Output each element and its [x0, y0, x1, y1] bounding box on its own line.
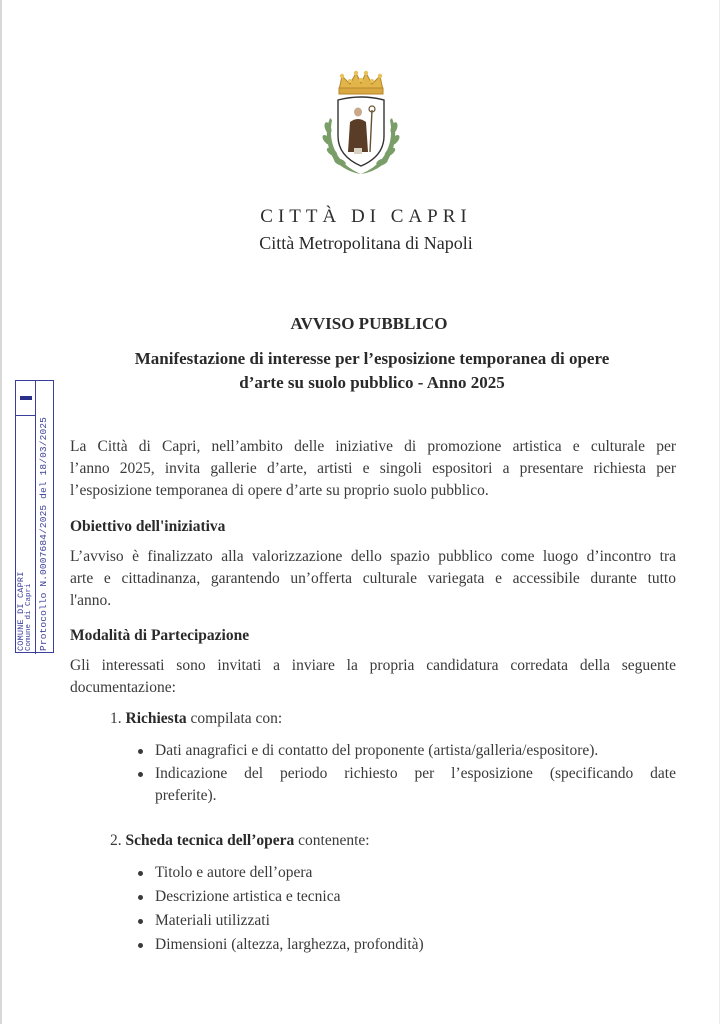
- city-subtitle: Città Metropolitana di Napoli: [259, 233, 473, 253]
- bullet-icon: [138, 895, 143, 900]
- paragraph-line: l’esposizione temporanea di opere d’arte su proprio suolo pubblico.: [70, 482, 489, 499]
- paragraph-line: La Città di Capri, nell’ambito delle iniziative di promozione artistica e culturale per: [70, 438, 676, 455]
- paragraph-line: documentazione:: [70, 679, 176, 696]
- bullet-icon: [138, 943, 143, 948]
- notice-subtitle-line: d’arte su suolo pubblico - Anno 2025: [239, 373, 505, 392]
- bullet-icon: [138, 772, 143, 777]
- scan-edge-right: [719, 0, 720, 1024]
- stamp-mark-icon: [20, 396, 32, 400]
- objective-paragraph: [70, 546, 676, 612]
- list-item-bold: Scheda tecnica dell’opera: [125, 832, 295, 849]
- paragraph-line: l’anno 2025, invita gallerie d’arte, artisti e singoli espositori a presentare richiesta per: [70, 460, 676, 477]
- stamp-municipality: COMUNE DI CAPRI: [16, 571, 26, 651]
- list-item-technical-sheet: [110, 832, 370, 850]
- stamp-office: Comune di Capri: [25, 583, 33, 651]
- paragraph-line: Gli interessati sono invitati a inviare la propria candidatura corredata della seguente: [70, 657, 676, 674]
- section-heading-participation: Modalità di Partecipazione: [70, 627, 250, 644]
- stamp-protocol-number: Protocollo N.0007684/2025 del 18/03/2025: [38, 416, 49, 651]
- paragraph-line: l'anno.: [70, 592, 112, 609]
- city-name: CITTÀ DI CAPRI: [260, 206, 472, 227]
- list-number: 1.: [110, 710, 122, 727]
- stamp-mark-box: [16, 381, 36, 416]
- stamp-protocol: [35, 381, 54, 654]
- coat-of-arms-icon: [312, 68, 410, 180]
- list-item-rest: contenente:: [294, 832, 370, 849]
- list-item-rest: compilata con:: [186, 710, 283, 727]
- section-heading-objective: Obiettivo dell'iniziativa: [70, 518, 226, 535]
- protocol-stamp: [15, 380, 54, 653]
- list-item-request: [110, 710, 282, 728]
- bullet-text: Indicazione del periodo richiesto per l’esposizione (specificando date: [155, 765, 676, 782]
- bullet-text: Dati anagrafici e di contatto del proponente (artista/galleria/espositore).: [155, 742, 599, 759]
- bullet-icon: [138, 871, 143, 876]
- list-item-bold: Richiesta: [125, 710, 187, 727]
- bullet-text: Descrizione artistica e tecnica: [155, 888, 341, 905]
- bullet-text: Materiali utilizzati: [155, 912, 270, 929]
- scan-edge-left: [0, 0, 2, 1024]
- stamp-header: [16, 416, 36, 654]
- bullet-text: Dimensioni (altezza, larghezza, profondità): [155, 936, 424, 953]
- list-number: 2.: [110, 832, 122, 849]
- paragraph-line: L’avviso è finalizzato alla valorizzazione dello spazio pubblico come luogo d’incontro tra: [70, 548, 676, 565]
- participation-paragraph: [70, 655, 676, 699]
- intro-paragraph: [70, 436, 676, 502]
- bullet-text: Titolo e autore dell’opera: [155, 864, 313, 881]
- notice-subtitle: [92, 347, 652, 395]
- notice-title: AVVISO PUBBLICO: [290, 314, 448, 333]
- crown-icon: [339, 71, 383, 94]
- bullet-text: preferite).: [155, 787, 217, 804]
- paragraph-line: arte e cittadinanza, garantendo un’offerta culturale variegata e accessibile durante tutto: [70, 570, 676, 587]
- bullet-icon: [138, 919, 143, 924]
- bullet-icon: [138, 749, 143, 754]
- notice-subtitle-line: Manifestazione di interesse per l’esposizione temporanea di opere: [134, 349, 610, 368]
